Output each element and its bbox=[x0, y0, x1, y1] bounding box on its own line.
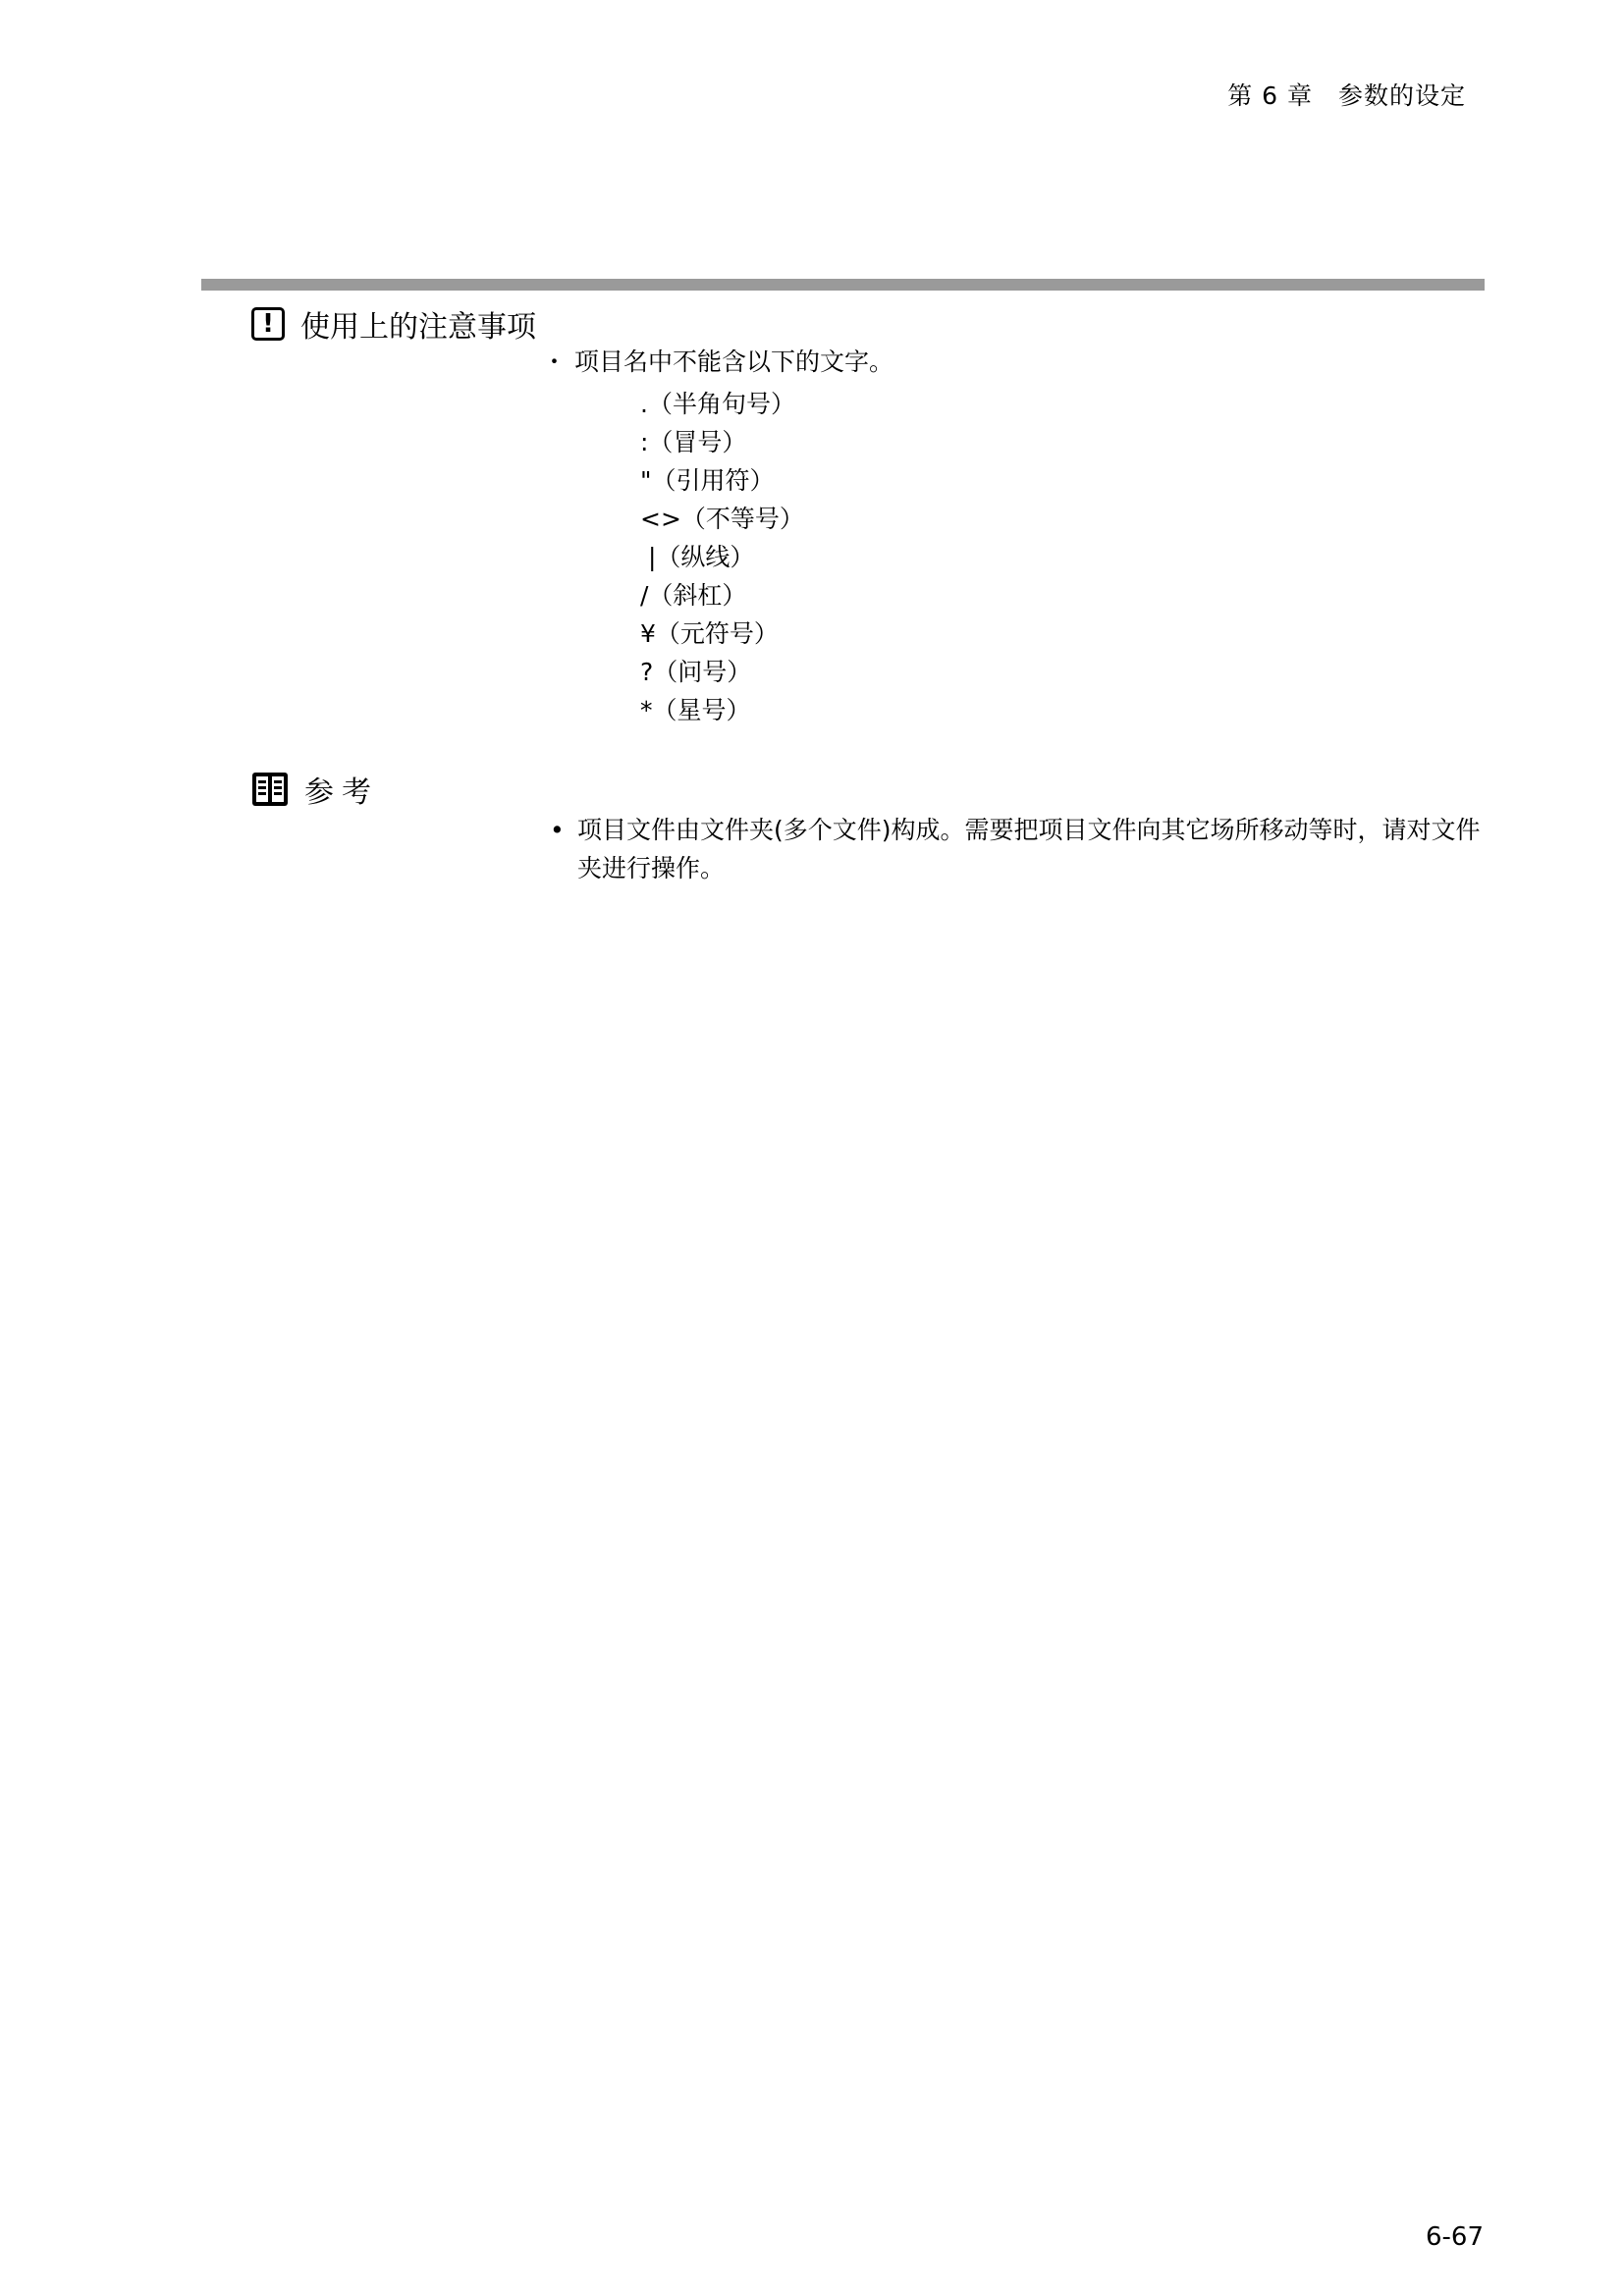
list-item: |（纵线） bbox=[640, 543, 755, 571]
page-number: 6-67 bbox=[1425, 2222, 1484, 2252]
caution-title: 使用上的注意事项 bbox=[300, 310, 536, 345]
bullet-dot: • bbox=[550, 816, 565, 844]
caution-bullet: ・ 项目名中不能含以下的文字。 bbox=[542, 347, 893, 376]
caution-icon: ! bbox=[251, 307, 285, 341]
reference-title: 参考 bbox=[304, 775, 379, 810]
list-item: ?（问号） bbox=[640, 658, 752, 686]
list-item: *（星号） bbox=[640, 696, 751, 724]
list-item: .（半角句号） bbox=[640, 390, 795, 418]
chapter-header: 第 6 章 参数的设定 bbox=[1227, 81, 1466, 110]
reference-text: 项目文件由文件夹(多个文件)构成。需要把项目文件向其它场所移动等时，请对文件夹进行操作。 bbox=[577, 816, 1481, 882]
book-icon bbox=[251, 772, 289, 807]
reference-heading bbox=[251, 768, 379, 811]
list-item: :（冒号） bbox=[640, 428, 747, 456]
section-divider bbox=[201, 279, 1485, 291]
caution-heading bbox=[251, 302, 536, 346]
list-item: "（引用符） bbox=[640, 466, 775, 495]
list-item: <>（不等号） bbox=[640, 505, 804, 533]
list-item: /（斜杠） bbox=[640, 581, 747, 610]
list-item: ¥（元符号） bbox=[640, 619, 779, 648]
forbidden-characters-list bbox=[640, 385, 804, 729]
reference-paragraph bbox=[550, 811, 1492, 887]
